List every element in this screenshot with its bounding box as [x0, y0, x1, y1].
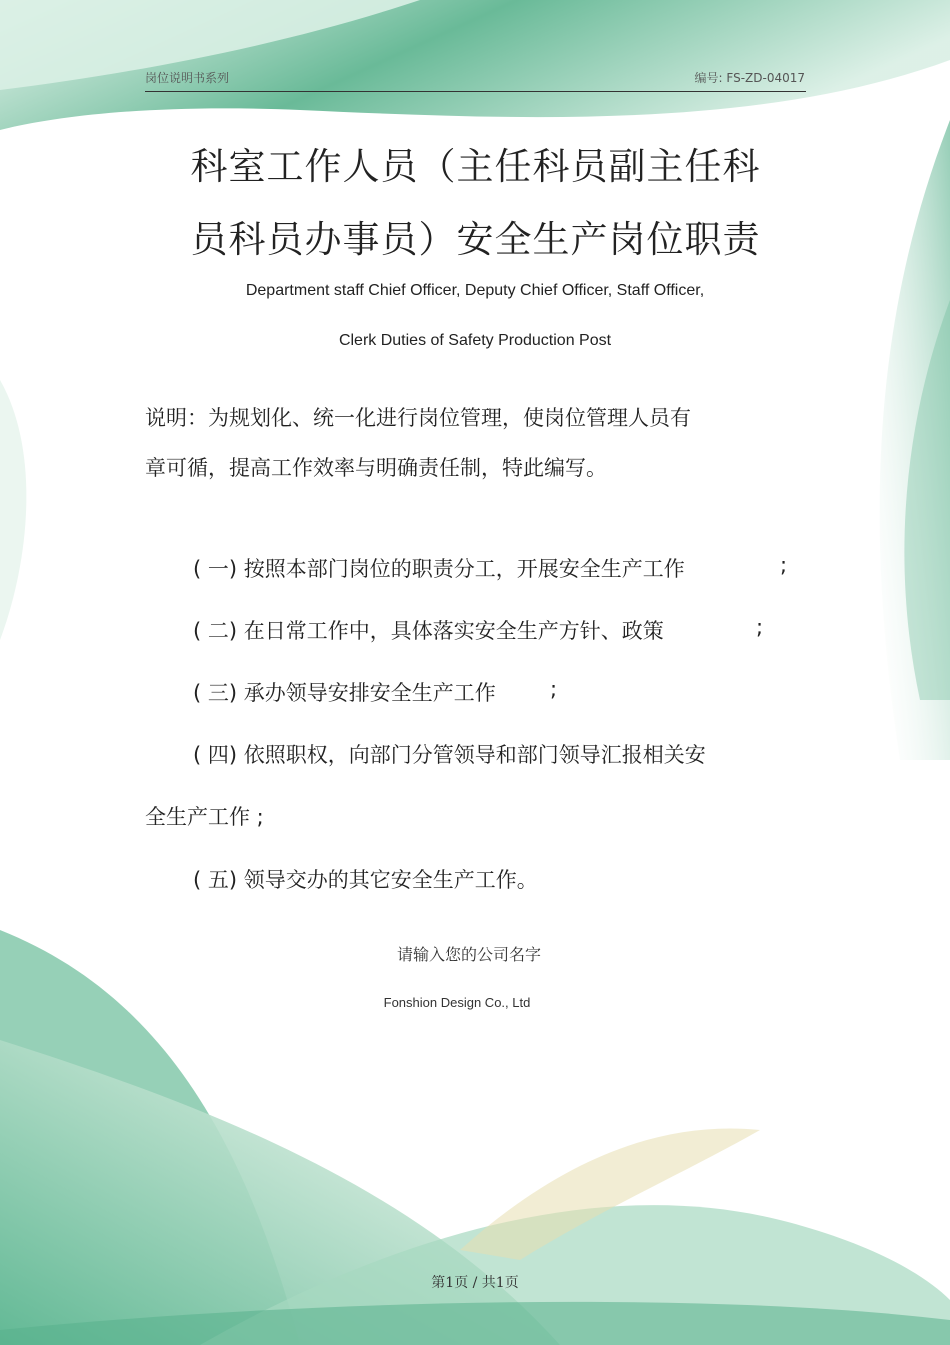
company-name-cn: 请输入您的公司名字	[396, 945, 541, 964]
duty-item-5: ( 五) 领导交办的其它安全生产工作。	[193, 868, 538, 892]
intro-line-1: 说明：为规划化、统一化进行岗位管理，使岗位管理人员有	[145, 406, 691, 430]
duty-item-3: ( 三) 承办领导安排安全生产工作	[193, 681, 496, 705]
intro-line-2: 章可循，提高工作效率与明确责任制，特此编写。	[145, 456, 607, 480]
duty-item-4-line-2: 全生产工作 ;	[145, 805, 264, 829]
header-doc-number: 编号: FS-ZD-04017	[694, 71, 805, 85]
title-line-1: 科室工作人员（主任科员副主任科	[190, 145, 761, 188]
duty-item-4-line-1: ( 四) 依照职权，向部门分管领导和部门领导汇报相关安	[193, 743, 706, 767]
subtitle-en-line-2: Clerk Duties of Safety Production Post	[338, 332, 612, 349]
duty-item-1: ( 一) 按照本部门岗位的职责分工，开展安全生产工作	[193, 557, 685, 581]
duty-item-3-end: ;	[550, 677, 558, 701]
duty-item-2-end: ;	[756, 615, 764, 639]
duty-item-1-end: ;	[780, 553, 788, 577]
subtitle-en-line-1: Department staff Chief Officer, Deputy Chief Officer, Staff Officer,	[245, 282, 705, 299]
company-name-en: Fonshion Design Co., Ltd	[383, 995, 531, 1010]
title-line-2: 员科员办事员）安全生产岗位职责	[190, 218, 761, 261]
page-title	[145, 130, 806, 276]
header-divider	[145, 91, 806, 92]
duty-item-2: ( 二) 在日常工作中，具体落实安全生产方针、政策	[193, 619, 664, 643]
page-number: 第1页 / 共1页	[431, 1275, 519, 1291]
header-series: 岗位说明书系列	[145, 71, 230, 85]
